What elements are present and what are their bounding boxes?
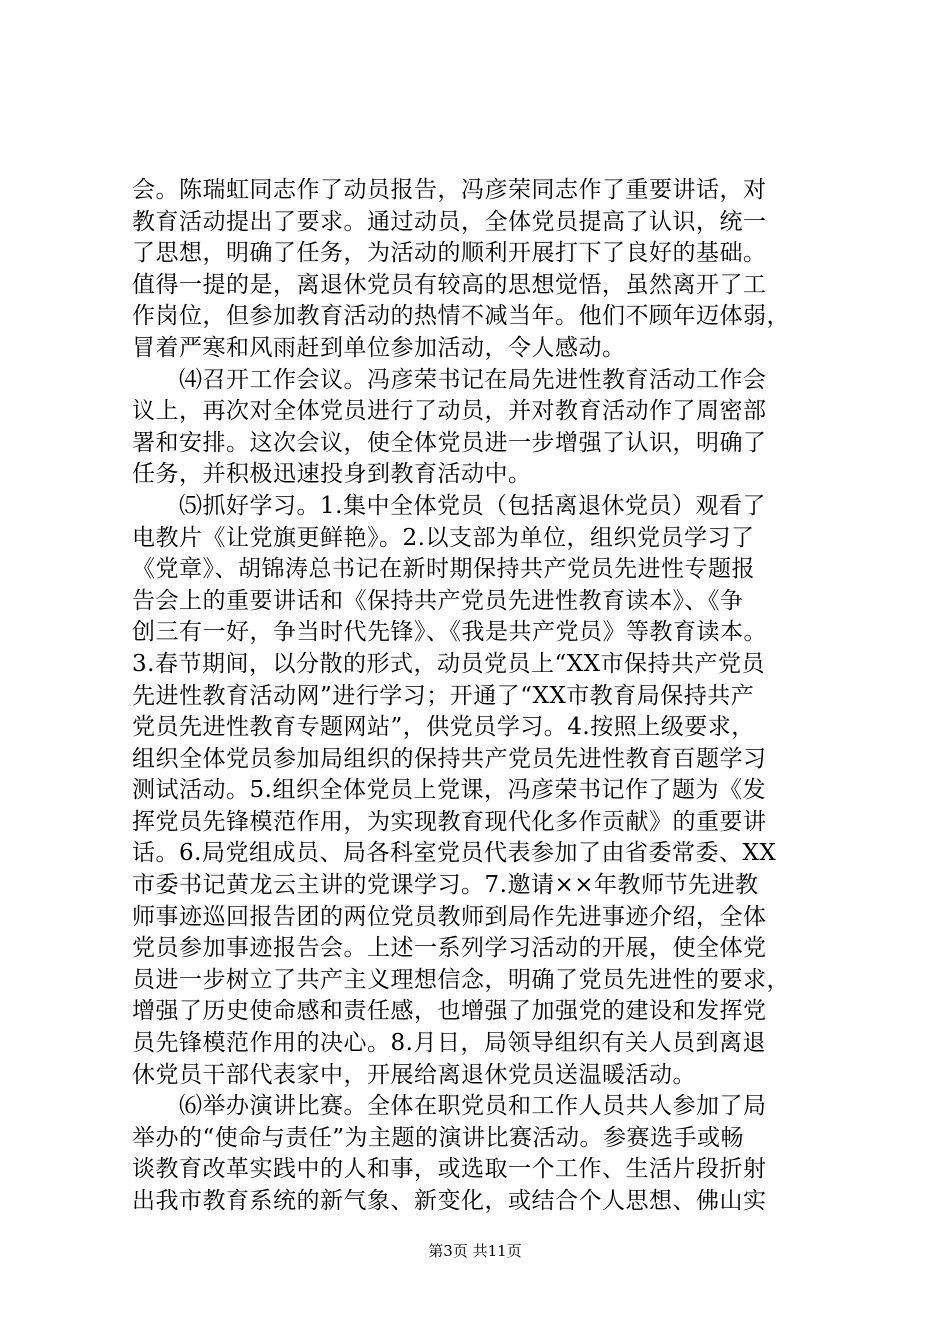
text-line: 党员参加事迹报告会。上述一系列学习活动的开展，使全体党 (132, 935, 767, 962)
text-line: 增强了历史使命感和责任感，也增强了加强党的建设和发挥党 (132, 998, 767, 1025)
text-line: 作岗位，但参加教育活动的热情不减当年。他们不顾年迈体弱， (132, 303, 790, 330)
text-line: 师事迹巡回报告团的两位党员教师到局作先进事迹介绍，全体 (132, 903, 767, 930)
text-line: 署和安排。这次会议，使全体党员进一步增强了认识，明确了 (132, 429, 767, 456)
text-line: 冒着严寒和风雨赶到单位参加活动，令人感动。 (132, 334, 626, 361)
text-line: 3.春节期间，以分散的形式，动员党员上“XX市保持共产党员 (132, 650, 765, 677)
text-line: 休党员干部代表家中，开展给离退休党员送温暖活动。 (132, 1061, 696, 1088)
text-line: 告会上的重要讲话和《保持共产党员先进性教育读本》、《争 (132, 587, 744, 614)
text-line: 任务，并积极迅速投身到教育活动中。 (132, 461, 532, 488)
text-line: 先进性教育活动网”进行学习；开通了“XX市教育局保持共产 (132, 682, 755, 709)
text-line: 出我市教育系统的新气象、新变化，或结合个人思想、佛山实 (132, 1188, 767, 1214)
text-line: 会。陈瑞虹同志作了动员报告，冯彦荣同志作了重要讲话，对 (132, 177, 767, 203)
text-line: 教育活动提出了要求。通过动员，全体党员提高了认识，统一 (132, 208, 767, 235)
text-line: ⑹举办演讲比赛。全体在职党员和工作人员共人参加了局 (132, 1093, 767, 1120)
text-line: ⑸抓好学习。1.集中全体党员（包括离退休党员）观看了 (132, 492, 766, 519)
text-line: 创三有一好，争当时代先锋》、《我是共产党员》等教育读本。 (132, 619, 767, 646)
text-line: 举办的“使命与责任”为主题的演讲比赛活动。参赛选手或畅 (132, 1124, 745, 1151)
text-line: 员进一步树立了共产主义理想信念，明确了党员先进性的要求， (132, 966, 790, 993)
text-line: 电教片《让党旗更鲜艳》。2.以支部为单位，组织党员学习了 (132, 524, 755, 551)
text-line: 挥党员先锋模范作用，为实现教育现代化多作贡献》的重要讲 (132, 808, 767, 835)
text-line: 议上，再次对全体党员进行了动员，并对教育活动作了周密部 (132, 398, 767, 425)
text-line: 谈教育改革实践中的人和事，或选取一个工作、生活片段折射 (132, 1156, 767, 1183)
text-line: ⑷召开工作会议。冯彦荣书记在局先进性教育活动工作会 (132, 366, 767, 393)
text-line: 值得一提的是，离退休党员有较高的思想觉悟，虽然离开了工 (132, 271, 767, 298)
text-line: 话。6.局党组成员、局各科室党员代表参加了由省委常委、XX (132, 840, 777, 867)
text-line: 了思想，明确了任务，为活动的顺利开展打下了良好的基础。 (132, 240, 767, 267)
page-number-footer: 第3页 共11页 (428, 1242, 522, 1260)
text-line: 市委书记黄龙云主讲的党课学习。7.邀请××年教师节先进教 (132, 872, 759, 899)
body-text (132, 175, 832, 1218)
text-line: 测试活动。5.组织全体党员上党课，冯彦荣书记作了题为《发 (132, 777, 766, 804)
text-line: 员先锋模范作用的决心。8.月日，局领导组织有关人员到离退 (132, 1030, 766, 1057)
text-line: 组织全体党员参加局组织的保持共产党员先进性教育百题学习 (132, 745, 767, 772)
text-line: 《党章》、胡锦涛总书记在新时期保持共产党员先进性专题报 (132, 556, 755, 583)
text-line: 党员先进性教育专题网站”，供党员学习。4.按照上级要求， (132, 714, 755, 741)
